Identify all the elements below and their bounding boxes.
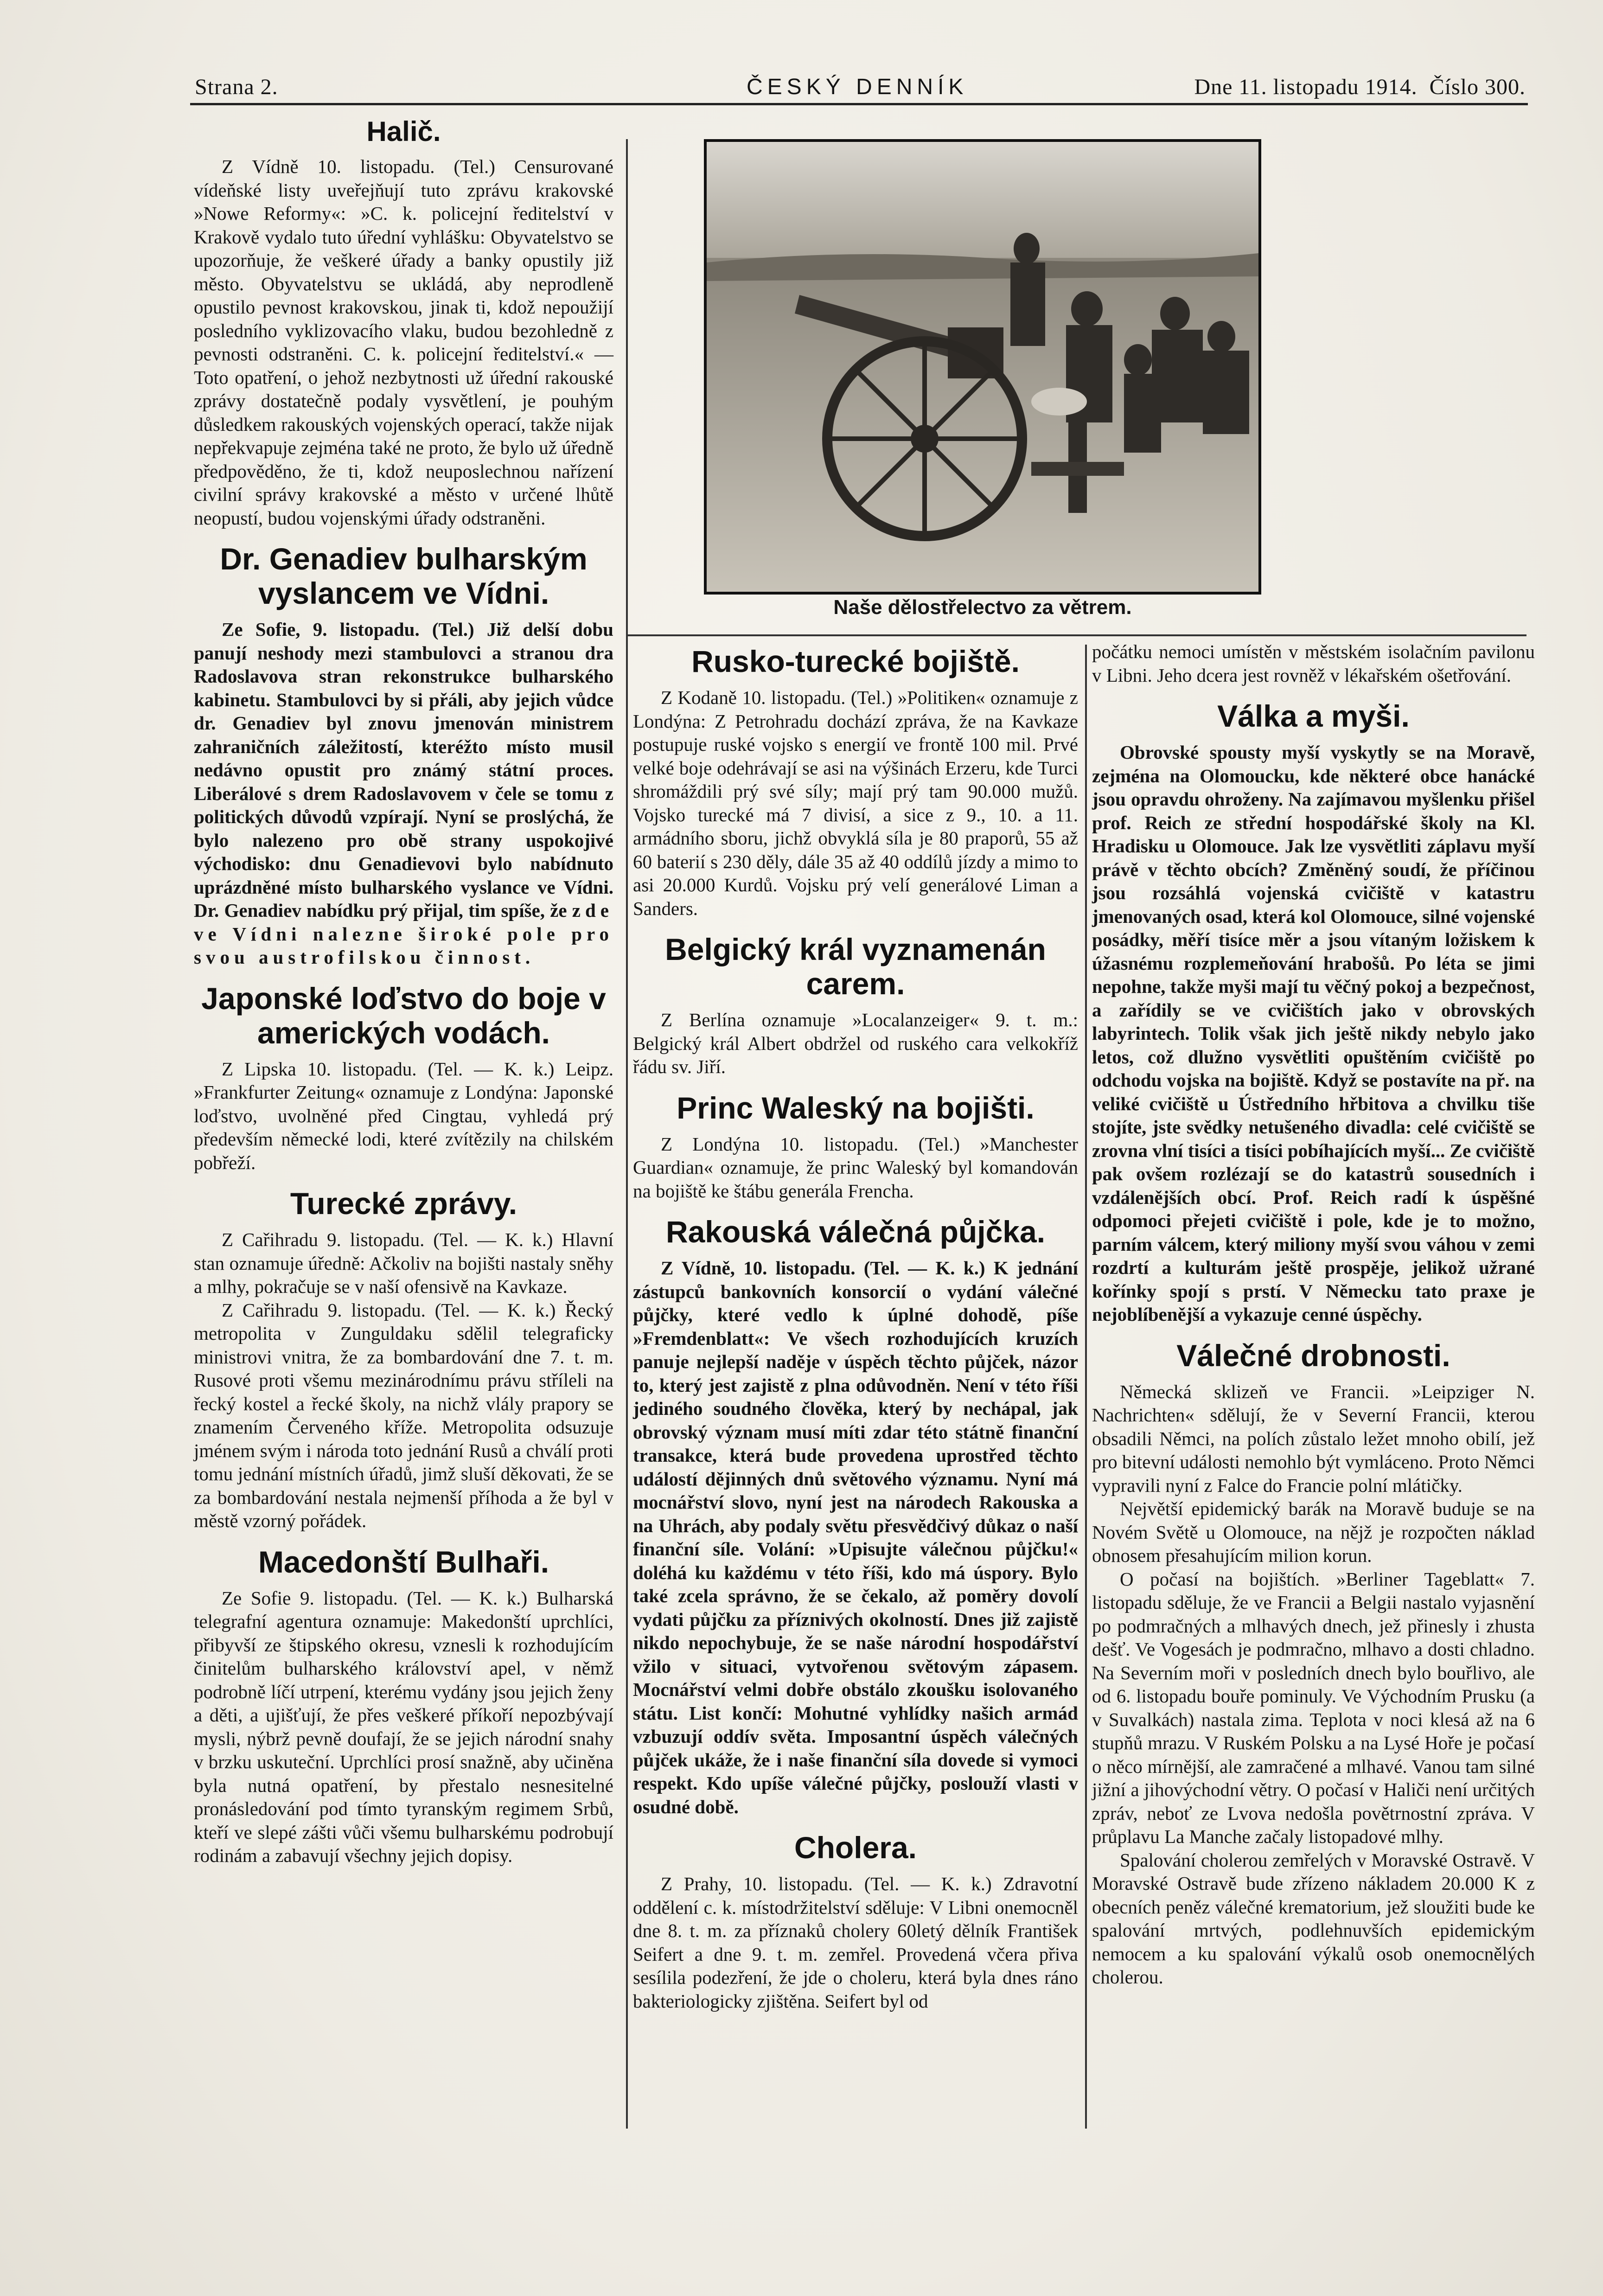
article-title-genadiev: Dr. Genadiev bulharským vyslancem ve Vídni. <box>220 542 588 610</box>
artillery-photo <box>704 139 1261 595</box>
article-text-cholera: Z Prahy, 10. listopadu. (Tel. — K. k.) Zdravotní oddělení c. k. místodržitelství sděluje: V Libni onemocněl dne 8. t. m. za příznaků cholery 60letý dělník František Seifert a dne 9. t. m. zemřel. Provedená včera přiva sesílila podezření, že jde o choleru, která byla dnes ráno bakteriologicky zjištěna. Seifert byl od <box>633 1873 1078 2012</box>
column-1 <box>194 111 613 1867</box>
header-rule <box>190 103 1528 105</box>
article-title-war-loan: Rakouská válečná půjčka. <box>665 1215 1046 1249</box>
article-text-prince-wales: Z Londýna 10. listopadu. (Tel.) »Manchester Guardian« oznamuje, že princ Waleský byl komandován na bojiště ke štábu generála Frencha. <box>633 1133 1078 1202</box>
article-title-belgian-king: Belgický král vyznamenán carem. <box>665 932 1046 1001</box>
article-text-russo-turkish: Z Kodaně 10. listopadu. (Tel.) »Politiken« oznamuje z Londýna: Z Petrohradu dochází zpráva, že na Kavkaze postupuje ruské vojsko s energií ve frontě 100 mil. Prvé velké boje odehrávají se asi na výšinách Erzeru, kde Turci shromáždili prý své síly; mají prý tam 90.000 mužů. Vojsko turecké má 7 divisí, a sice z 9., 10. a 11. armádního sboru, jichž obvyklá síla je 80 praporů, 55 až 60 baterií s 230 děly, dále 35 až 40 oddílů jízdy a mimo to asi 20.000 Kurdů. Vojsku prý velí generálové Liman a Sanders. <box>633 687 1078 919</box>
issue-date: Dne 11. listopadu 1914. Číslo 300. <box>1194 75 1526 99</box>
article-text-misc-4: Spalování cholerou zemřelých v Moravské Ostravě. V Moravské Ostravě bude zřízeno nákladem 20.000 K z obecních peněz válečné krematorium, jež sloužiti bude ke spalování mrtvých, podlehnuvších epidemickým nemocem a ku spalování výkalů osob onemocnělých cholerou. <box>1092 1849 1535 1988</box>
masthead <box>190 74 1526 102</box>
column-divider <box>626 139 628 2129</box>
article-text-mice: Obrovské spousty myší vyskytly se na Moravě, zejména na Olomoucku, kde některé obce hanácké jsou opravdu ohroženy. Na zajímavou myšlenku přišel prof. Reich ze střední hospodářské školy na Kl. Hradisku u Olomouce. Jak lze vysvětliti záplavu myší právě v těchto obcích? Změněný soudí, že příčinou jsou rozsáhlá vojenská cvičiště v katastru jmenovaných osad, která kol Olomouce, silné vojenské posádky, měří tisíce měr a jsou vítaným ložiskem k úžasnému rozplemeňování hrabošů. Po léta se jimi nepohne, takže myši mají tu věčný pokoj a bezpečnost, a zařídily se ve cvičištích jako v obrovských labyrintech. Tolik však jich ještě nikdy nebylo jako letos, což dlužno vysvětliti opuštěním cvičiště po odchodu vojska na bojiště. Když se postavíte na př. na veliké cvičiště u Ústředního hřbitova a chvilku tiše stojíte, jste svědky netušeného divadla: celé cvičiště se zrovna vlní tisíci a tisíci pobíhajících myší... Ze cvičiště pak ovšem rozlézají se do katastrů sousedních i vzdálenějších obcí. Prof. Reich radí k úspěšné odpomoci přejeti cvičiště i pole, kde je to možno, parním válcem, který miliony myší svou váhou v zemi rozdrtí a kulturám ještě prospěje, jelikož užrané kořínky spojí s prstí. V Německu tato praxe je nejoblíbenější a vykazuje cenné úspěchy. <box>1092 742 1535 1325</box>
column-3 <box>1092 640 1535 1989</box>
article-text-japan: Z Lipska 10. listopadu. (Tel. — K. k.) Leipz. »Frankfurter Zeitung« oznamuje z Londýna: Japonské loďstvo, uvolněné před Cingtau, vyhledá prý především německé lodi, které zvítězily na chilském pobřeží. <box>194 1058 613 1173</box>
article-title-turkish: Turecké zprávy. <box>290 1186 517 1221</box>
article-title-prince-wales: Princ Waleský na bojišti. <box>677 1090 1035 1125</box>
article-text-turkish-2: Z Cařihradu 9. listopadu. (Tel. — K. k.) Řecký metropolita v Zunguldaku sdělil telegraficky ministrovi vnitra, že za bombardování dne 7. t. m. Rusové proti všemu mezinárodnímu právu stříleli na řecký kostel a řecké školy, na nichž vlály prapory se znamením Červeného kříže. Metropolita odsuzuje jménem svým i národa toto jednání Rusů a chválí proti tomu jednání místních úřadů, jimž sluší děkovati, že se za bombardování nestala nejmenší příhoda a že byl v městě vzorný pořádek. <box>194 1299 613 1531</box>
column-2 <box>633 638 1078 2013</box>
newspaper-title: ČESKÝ DENNÍK <box>747 75 968 99</box>
article-title-cholera: Cholera. <box>794 1830 917 1865</box>
photo-bottom-rule <box>627 634 1526 636</box>
article-title-macedonian: Macedonští Bulhaři. <box>258 1544 549 1579</box>
article-text-genadiev: Ze Sofie, 9. listopadu. (Tel.) Již delší dobu panují neshody mezi stambulovci a stranou dra Radoslavova stran rekonstrukce bulharského kabinetu. Stambulovci by si přáli, aby jejich vůdce dr. Genadiev byl znovu jmenován ministrem zahraničních záležitostí, kteréžto místo musil nedávno opustit pro známý státní proces. Liberálové s drem Radoslavovem v čele se tomu z politických důvodů vzpírají. Nyní se proslýchá, že bylo nalezeno pro obě strany uspokojivé východisko: dnu Genadievovi bylo nabídnuto uprázdněné místo bulharského vyslance ve Vídni. Dr. Genadiev nabídku prý přijal, tim spíše, že zde ve Vídni nalezne široké pole pro svou austrofilskou činnost. <box>194 619 613 968</box>
photo-caption: Naše dělostřelectvo za větrem. <box>833 596 1132 619</box>
artillery-photo-image <box>707 142 1258 592</box>
column-divider <box>1085 645 1087 2129</box>
article-title-mice: Válka a myši. <box>1217 699 1410 733</box>
article-text-belgian-king: Z Berlína oznamuje »Localanzeiger« 9. t. m.: Belgický král Albert obdržel od ruského cara velkokříž řádu sv. Jiří. <box>633 1009 1078 1077</box>
article-text-war-loan: Z Vídně, 10. listopadu. (Tel. — K. k.) K jednání zástupců bankovních konsorcií o vydání válečné půjčky, které vedlo k úplné dohodě, píše »Fremdenblatt«: Ve všech rozhodujících kruzích panuje nejlepší naděje v úspěch těchto půjček, názor to, který jest zajistě z plna odůvodněn. Není v této říši jediného soudného člověka, který by nechápal, jak obrovský význam musí míti zdar této státně finanční transakce, která bude provedena uprostřed těchto událostí dějinných dnů světového významu. Nyní má mocnářství slovo, nyní jest na národech Rakouska a na Uhrách, aby podaly světu přesvědčivý důkaz o naší finanční síle. Volání: »Upisujte válečnou půjčku!« doléhá ku každému v této říši, kdo má úspory. Bylo také zcela správno, že se čekalo, až poměry dovolí vydati půjčku za příznivých okolností. Dnes již zajistě nikdo nepochybuje, že se naše národní hospodářství vžilo v situaci, vytvořenou světovým zápasem. Mocnářství velmi dobře obstálo zkoušku isolovaného státu. List končí: Mohutné vyhlídky našich armád vzbuzují oddív světa. Imposantní úspěch válečných půjček ukáže, že i naše finanční síla dovede si vymoci respekt. Kdo upíše válečné půjčky, poslouží vlasti v osudné době. <box>633 1257 1078 1817</box>
article-title-war-miscellany: Válečné drobnosti. <box>1176 1338 1450 1373</box>
article-title-japan: Japonské loďstvo do boje v amerických vodách. <box>201 981 606 1050</box>
article-text-misc-3: O počasí na bojištích. »Berliner Tageblatt« 7. listopadu sděluje, že ve Francii a Belgii nastalo vyjasnění po podmračných a mlhavých dnech, jež přinesly i zhusta dešť. Ve Vogesách je podmračno, mlhavo a dosti chladno. Na Severním moři v posledních dnech bylo bouřlivo, ale od 6. listopadu bouře pominuly. Ve Východním Prusku (a v Suvalkách) nastala zima. Teplota v noci klesá až na 6 stupňů mrazu. V Ruském Polsku a na Lysé Hoře je počasí o něco mírnější, ale zamračené a mlhavé. Vanou tam silné jižní a jihovýchodní větry. O počasí v Haliči není určitých zpráv, neboť ze Lvova nedošla povětrnostní zpráva. V průplavu La Manche začaly listopadové mlhy. <box>1092 1568 1535 1847</box>
article-text-misc-2: Největší epidemický barák na Moravě buduje se na Novém Světě u Olomouce, na nějž je rozpočten náklad obnosem přesahujícím milion korun. <box>1092 1498 1535 1566</box>
page-number: Strana 2. <box>195 75 278 99</box>
article-title-halic: Halič. <box>366 116 441 147</box>
article-title-russo-turkish: Rusko-turecké bojiště. <box>691 644 1020 678</box>
article-text-misc-1: Německá sklizeň ve Francii. »Leipziger N. Nachrichten« sdělují, že v Severní Francii, kterou obsadili Němci, na polích zůstalo ležet mnoho obilí, jež pro bitevní události nemohlo být vymláceno. Proto Němci vypravili nyní z Falce do Francie polní mlátičky. <box>1092 1381 1535 1496</box>
article-text-halic: Z Vídně 10. listopadu. (Tel.) Censurované vídeňské listy uveřejňují tuto zprávu krakovské »Nowe Reformy«: »C. k. policejní ředitelství v Krakově vydalo tuto úřední vyhlášku: Obyvatelstvo se upozorňuje, že veškeré úřady a banky opustily již město. Obyvatelstvu se ukládá, aby neprodleně opustilo pevnost krakovskou, jinak ti, kdož nepoužijí posledního vyklizovacího vlaku, budou bezohledně z pevnosti odstraněni. C. k. policejní ředitelství.« — Toto opatření, o jehož nezbytnosti už úřední rakouské zprávy dostatečně podaly vysvětlení, je pouhým důsledkem rakouských vojenských operací, takže nijak nepřekvapuje zejména také ne proto, že bylo už úředně předpověděno, že ti, kdož neuposlechnou nařízení civilní správy krakovské a město v určené lhůtě neopustí, budou vojenskými úřady odstraněni. <box>194 156 613 529</box>
article-text-cholera-cont: počátku nemoci umístěn v městském isolačním pavilonu v Libni. Jeho dcera jest rovněž v lékařském ošetřování. <box>1092 641 1535 686</box>
article-text-turkish-1: Z Cařihradu 9. listopadu. (Tel. — K. k.) Hlavní stan oznamuje úředně: Ačkoliv na bojišti nastaly sněhy a mlhy, pokračuje se v naší ofensivě na Kavkaze. <box>194 1229 613 1297</box>
article-text-macedonian: Ze Sofie 9. listopadu. (Tel. — K. k.) Bulharská telegrafní agentura oznamuje: Makedonští uprchlíci, přibyvší ze štipského okresu, vznesli k rozhodujícím činitelům bulharského království apel, v němž podrobně líčí utrpení, kterému vydány jsou jejich ženy a děti, a ujišťují, že přes veškeré příkoří nepozbývají mysli, nýbrž pevně doufají, že se jejich národní snahy v brzku uskuteční. Uprchlíci prosí snažně, aby učiněna byla nutná opatření, by přestalo nesnesitelné pronásledování pod tímto tyranským regimem Srbů, kteří ve slepé zášti vůči všemu bulharskému podrobují rodinám a zabavují všechny jejich dopisy. <box>194 1587 613 1866</box>
